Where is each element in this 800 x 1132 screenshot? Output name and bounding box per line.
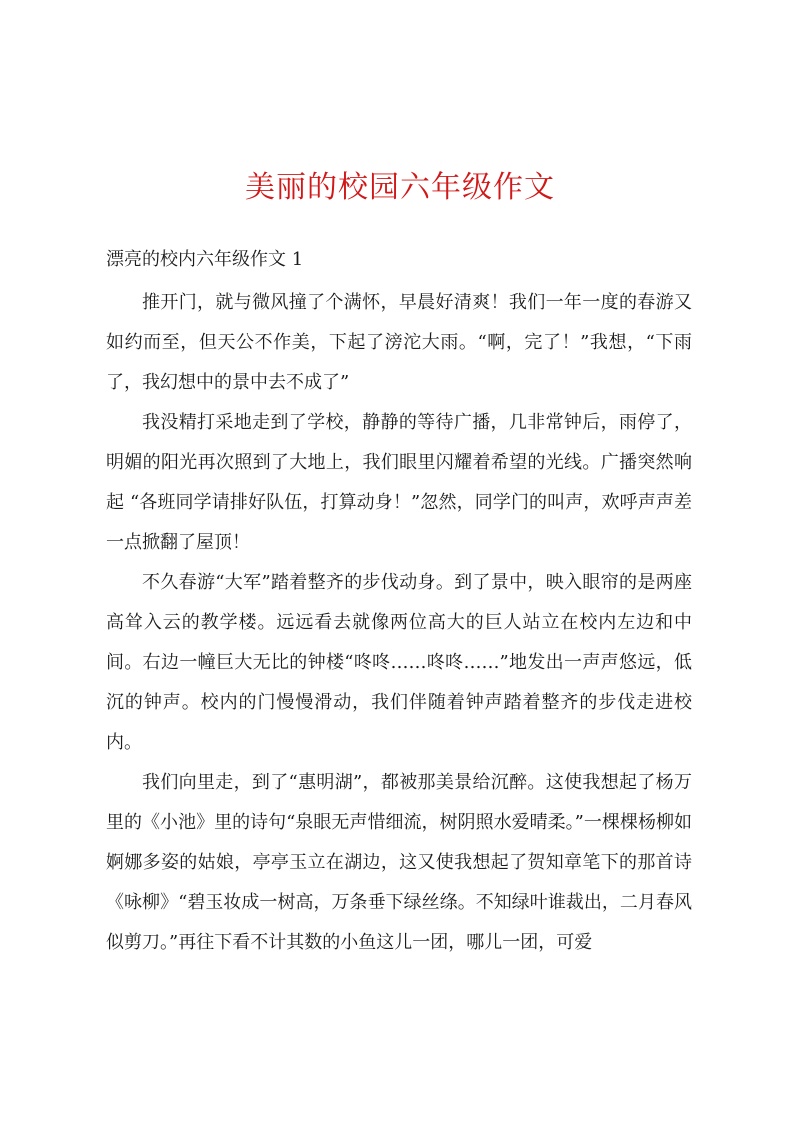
paragraph: 我们向里走，到了“惠明湖”，都被那美景给沉醉。这使我想起了杨万里的《小池》里的诗句“泉眼无声惜细流，树阴照水爱晴柔。”一棵棵杨柳如婀娜多姿的姑娘，亭亭玉立在湖边，这又使我想起了贺知章笔下的那首诗《咏柳》“碧玉妆成一树高，万条垂下绿丝绦。不知绿叶谁裁出，二月春风似剪刀。”再往下看不计其数的小鱼这儿一团，哪儿一团，可爱 — [106, 772, 692, 953]
document-subtitle: 漂亮的校内六年级作文 1 — [106, 249, 304, 270]
paragraph: 不久春游“大军”踏着整齐的步伐动身。到了景中，映入眼帘的是两座高耸入云的教学楼。远远看去就像两位高大的巨人站立在校内左边和中间。右边一幢巨大无比的钟楼“咚咚……咚咚……”地发出一声声悠远，低沉的钟声。校内的门慢慢滑动，我们伴随着钟声踏着整齐的步伐走进校内。 — [106, 572, 692, 753]
paragraph: 推开门，就与微风撞了个满怀，早晨好清爽！我们一年一度的春游又如约而至，但天公不作美，下起了滂沱大雨。“啊，完了！”我想，“下雨了，我幻想中的景中去不成了” — [106, 292, 692, 393]
document-title: 美丽的校园六年级作文 — [245, 170, 555, 205]
paragraph: 我没精打采地走到了学校，静静的等待广播，几非常钟后，雨停了，明媚的阳光再次照到了大地上，我们眼里闪耀着希望的光线。广播突然响起 “各班同学请排好队伍，打算动身！”忽然，同学门的叫声，欢呼声声差一点掀翻了屋顶！ — [106, 412, 692, 553]
document-body — [106, 283, 692, 963]
